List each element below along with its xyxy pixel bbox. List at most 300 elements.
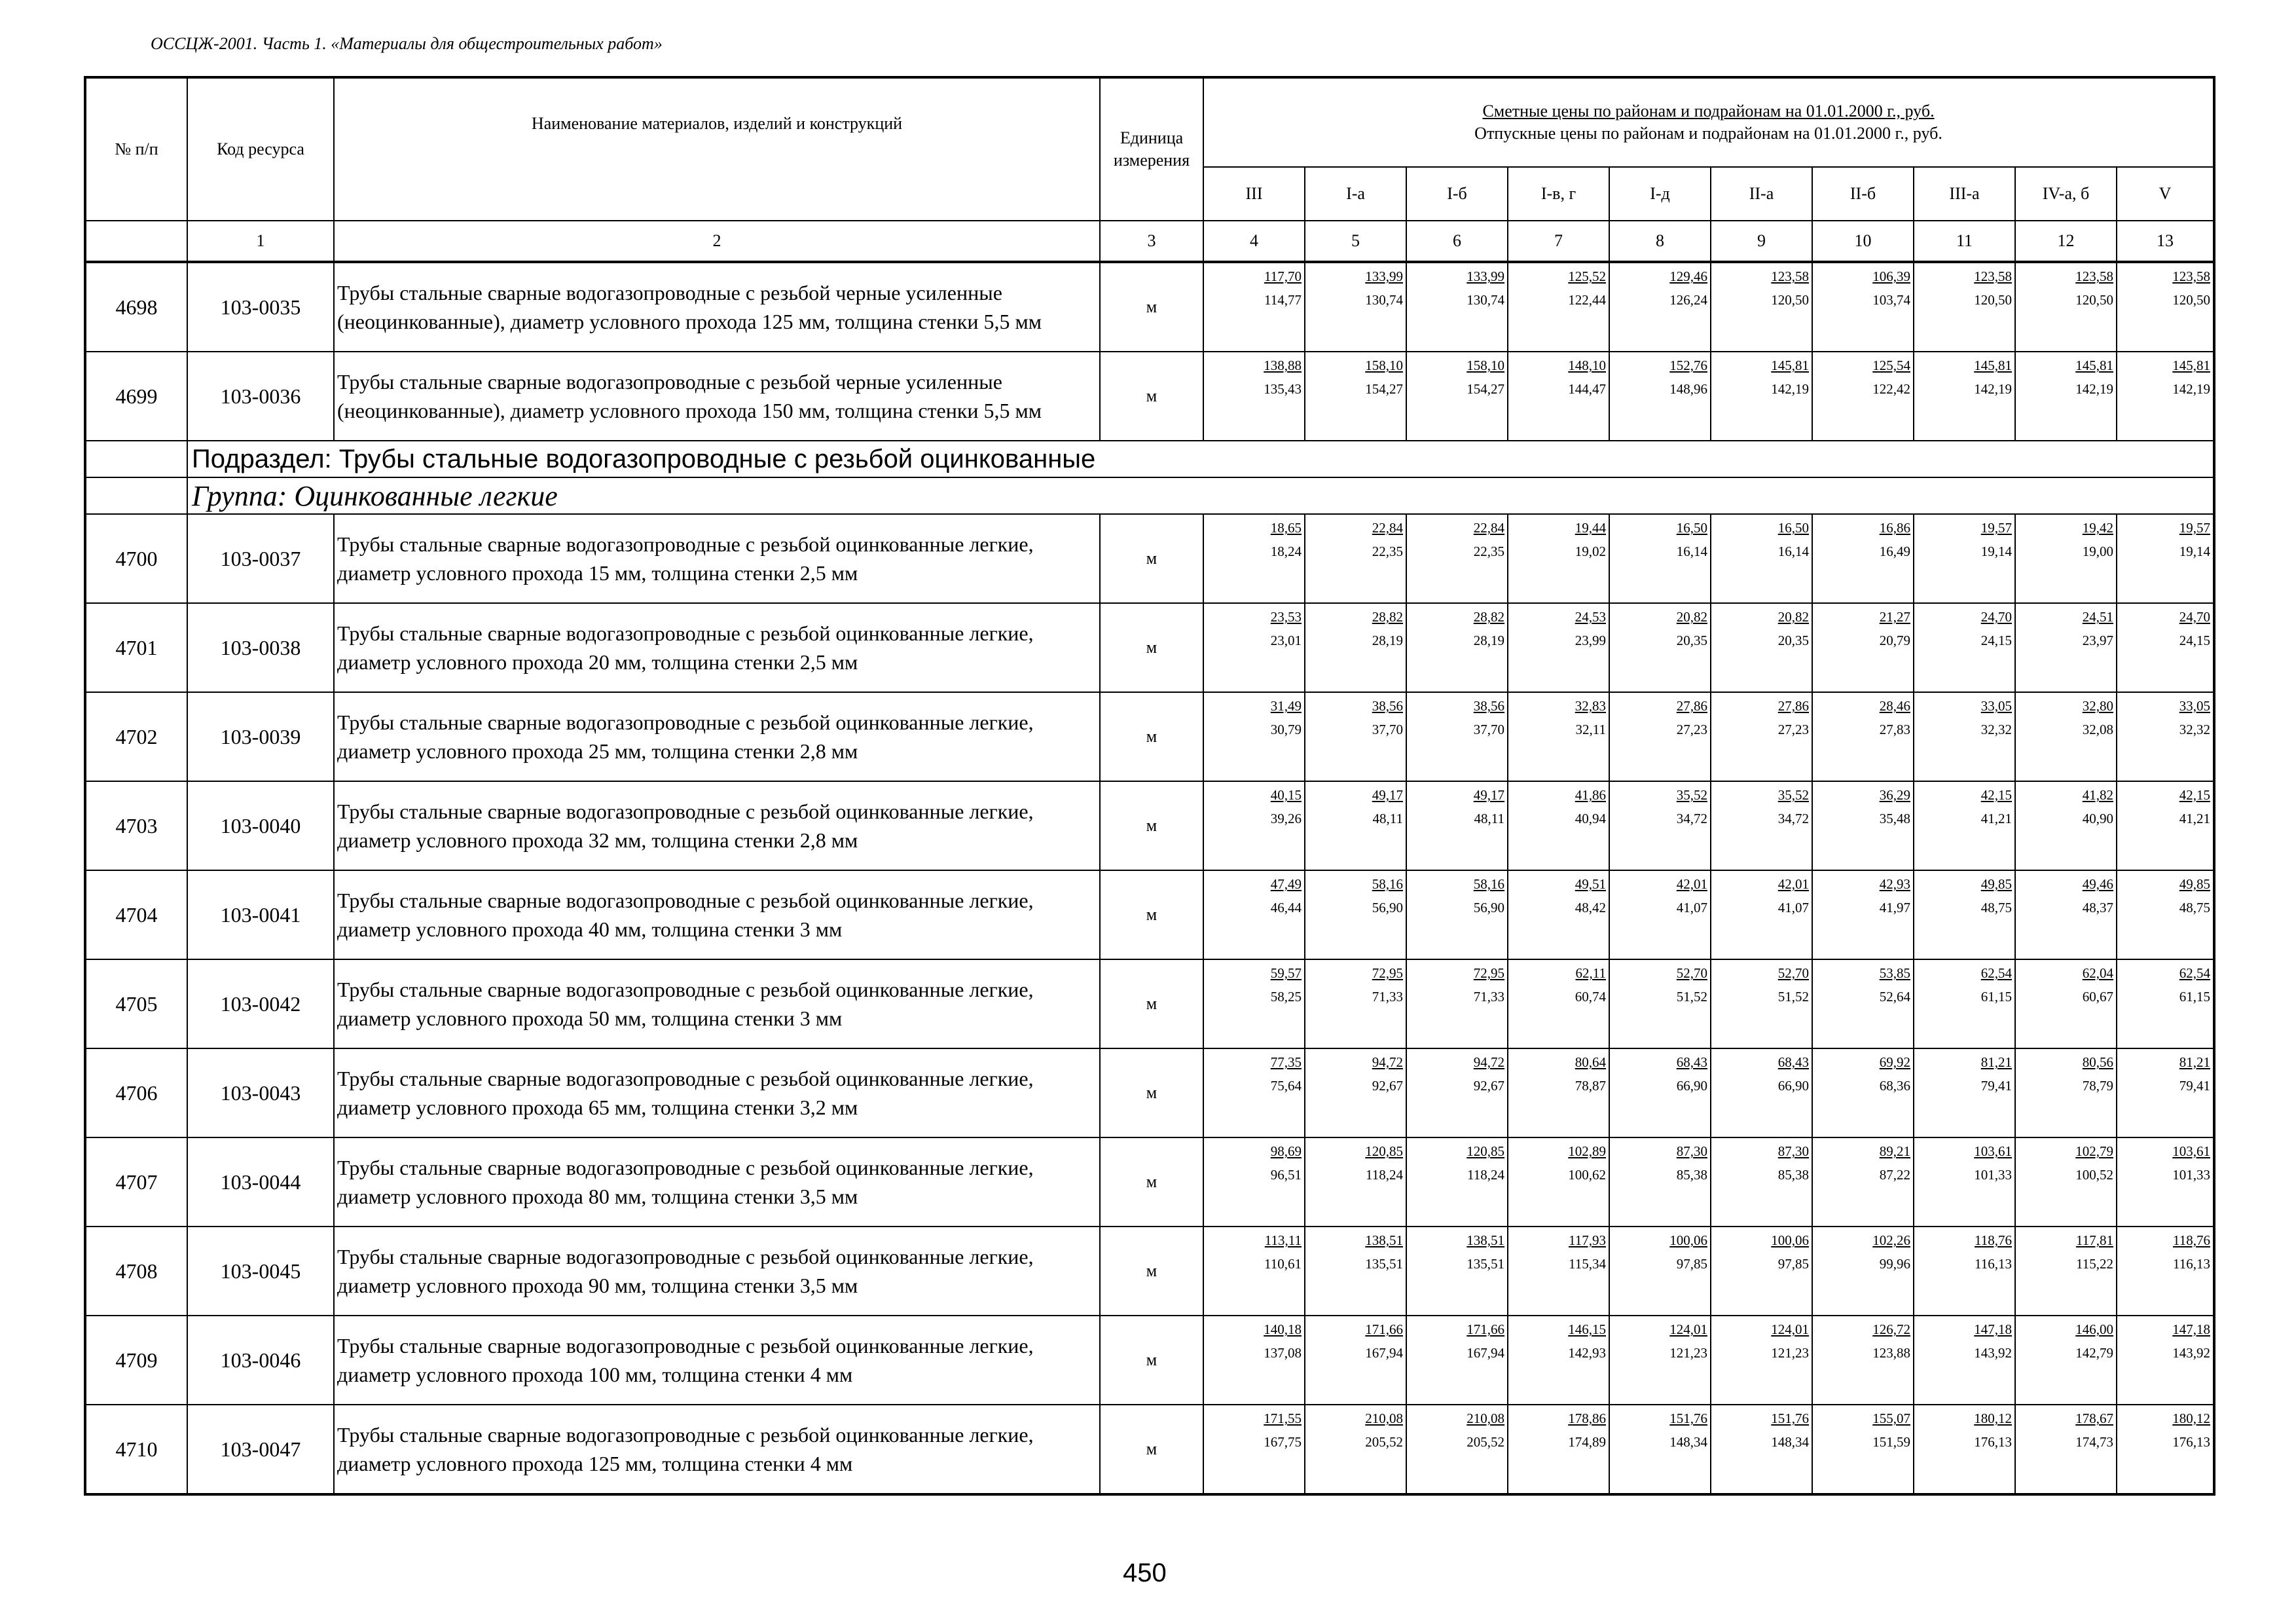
table-row bbox=[85, 1137, 2214, 1227]
unit: м bbox=[1100, 959, 1203, 1048]
estimate-price: 113,11 bbox=[1264, 1232, 1302, 1248]
release-price: 28,19 bbox=[1473, 633, 1504, 648]
price-cell bbox=[1305, 1405, 1406, 1494]
release-price: 16,14 bbox=[1676, 544, 1707, 559]
column-number: 13 bbox=[2117, 221, 2214, 262]
release-price: 41,21 bbox=[1980, 811, 2012, 826]
release-price: 101,33 bbox=[2172, 1167, 2211, 1183]
estimate-price: 27,86 bbox=[1777, 698, 1809, 714]
release-price: 118,24 bbox=[1467, 1167, 1504, 1183]
price-cell bbox=[2015, 1405, 2117, 1494]
price-cell bbox=[2117, 959, 2214, 1048]
price-cell bbox=[1305, 1048, 1406, 1137]
estimate-price: 147,18 bbox=[1974, 1321, 2012, 1337]
estimate-price: 138,88 bbox=[1264, 358, 1302, 373]
estimate-price: 123,58 bbox=[2172, 268, 2211, 284]
column-number: 12 bbox=[2015, 221, 2117, 262]
price-cell bbox=[2015, 514, 2117, 603]
price-cell bbox=[1914, 870, 2015, 959]
price-cell bbox=[1711, 781, 1812, 870]
estimate-price: 80,56 bbox=[2082, 1054, 2113, 1070]
price-cell bbox=[1305, 514, 1406, 603]
release-price: 27,23 bbox=[1676, 722, 1707, 737]
release-price: 51,52 bbox=[1676, 989, 1707, 1005]
release-price: 41,97 bbox=[1879, 900, 1910, 915]
price-cell bbox=[1305, 1227, 1406, 1316]
release-price: 151,59 bbox=[1872, 1434, 1910, 1450]
price-cell bbox=[1203, 262, 1305, 352]
release-price: 66,90 bbox=[1777, 1078, 1809, 1094]
release-price: 101,33 bbox=[1974, 1167, 2012, 1183]
estimate-price: 98,69 bbox=[1270, 1143, 1302, 1159]
estimate-price: 19,42 bbox=[2082, 520, 2113, 536]
release-price: 34,72 bbox=[1777, 811, 1809, 826]
column-number: 3 bbox=[1100, 221, 1203, 262]
column-number-row bbox=[85, 221, 2214, 262]
release-price: 48,75 bbox=[1980, 900, 2012, 915]
price-cell bbox=[1305, 1316, 1406, 1405]
release-price: 24,15 bbox=[2179, 633, 2211, 648]
price-cell bbox=[2015, 262, 2117, 352]
section-row bbox=[85, 441, 2214, 477]
price-cell bbox=[2015, 692, 2117, 781]
price-cell bbox=[1508, 1137, 1609, 1227]
price-cell bbox=[2117, 262, 2214, 352]
estimate-price: 33,05 bbox=[1980, 698, 2012, 714]
release-price: 19,14 bbox=[1980, 544, 2012, 559]
estimate-price: 180,12 bbox=[1974, 1411, 2012, 1426]
price-cell bbox=[1812, 262, 1914, 352]
estimate-price: 32,83 bbox=[1575, 698, 1606, 714]
price-cell bbox=[2015, 870, 2117, 959]
estimate-price: 32,80 bbox=[2082, 698, 2113, 714]
estimate-price: 124,01 bbox=[1771, 1321, 1809, 1337]
price-cell bbox=[1914, 692, 2015, 781]
release-price: 71,33 bbox=[1473, 989, 1504, 1005]
estimate-price: 123,58 bbox=[1974, 268, 2012, 284]
estimate-price: 49,51 bbox=[1575, 876, 1606, 892]
price-cell bbox=[1508, 1405, 1609, 1494]
material-name: Трубы стальные сварные водогазопроводные с резьбой оцинкованные легкие, диаметр условного прохода 125 мм, толщина стенки 4 мм bbox=[334, 1405, 1100, 1494]
row-number: 4706 bbox=[85, 1048, 187, 1137]
release-price: 167,94 bbox=[1365, 1345, 1403, 1361]
release-price: 71,33 bbox=[1372, 989, 1403, 1005]
unit: м bbox=[1100, 1227, 1203, 1316]
estimate-price: 35,52 bbox=[1676, 787, 1707, 803]
price-cell bbox=[1203, 1048, 1305, 1137]
estimate-price: 158,10 bbox=[1467, 358, 1504, 373]
price-cell bbox=[1406, 1405, 1508, 1494]
price-cell bbox=[1711, 870, 1812, 959]
column-number: 7 bbox=[1508, 221, 1609, 262]
price-cell bbox=[2015, 781, 2117, 870]
estimate-price: 146,15 bbox=[1568, 1321, 1606, 1337]
estimate-price: 171,66 bbox=[1467, 1321, 1504, 1337]
estimate-price: 42,01 bbox=[1676, 876, 1707, 892]
price-cell bbox=[1406, 603, 1508, 692]
price-cell bbox=[1609, 692, 1711, 781]
price-cell bbox=[2015, 1227, 2117, 1316]
estimate-price: 69,92 bbox=[1879, 1054, 1910, 1070]
estimate-price: 102,89 bbox=[1568, 1143, 1606, 1159]
estimate-price: 87,30 bbox=[1777, 1143, 1809, 1159]
price-cell bbox=[1812, 1048, 1914, 1137]
table-row bbox=[85, 1405, 2214, 1494]
price-cell bbox=[1406, 262, 1508, 352]
price-cell bbox=[1609, 352, 1711, 441]
release-price: 30,79 bbox=[1270, 722, 1302, 737]
estimate-price: 148,10 bbox=[1568, 358, 1606, 373]
estimate-price: 126,72 bbox=[1872, 1321, 1910, 1337]
price-cell bbox=[1406, 1227, 1508, 1316]
estimate-price: 123,58 bbox=[1771, 268, 1809, 284]
estimate-price: 118,76 bbox=[1975, 1232, 2012, 1248]
estimate-price: 138,51 bbox=[1365, 1232, 1403, 1248]
estimate-price: 87,30 bbox=[1676, 1143, 1707, 1159]
price-header-release: Отпускные цены по районам и подрайонам на 01.01.2000 г., руб. bbox=[1474, 123, 1942, 143]
price-cell bbox=[1711, 603, 1812, 692]
release-price: 148,34 bbox=[1669, 1434, 1707, 1450]
column-number: 8 bbox=[1609, 221, 1711, 262]
resource-code: 103-0046 bbox=[187, 1316, 334, 1405]
unit: м bbox=[1100, 692, 1203, 781]
release-price: 37,70 bbox=[1473, 722, 1504, 737]
release-price: 92,67 bbox=[1473, 1078, 1504, 1094]
release-price: 79,41 bbox=[2179, 1078, 2211, 1094]
estimate-price: 20,82 bbox=[1777, 609, 1809, 625]
release-price: 32,32 bbox=[2179, 722, 2211, 737]
table-body bbox=[85, 262, 2214, 1494]
release-price: 103,74 bbox=[1872, 292, 1910, 308]
price-cell bbox=[1609, 1137, 1711, 1227]
price-cell bbox=[2117, 514, 2214, 603]
price-cell bbox=[1406, 352, 1508, 441]
price-cell bbox=[1406, 870, 1508, 959]
release-price: 100,62 bbox=[1568, 1167, 1606, 1183]
price-cell bbox=[1406, 781, 1508, 870]
price-cell bbox=[2015, 603, 2117, 692]
estimate-price: 49,85 bbox=[1980, 876, 2012, 892]
release-price: 135,51 bbox=[1365, 1256, 1403, 1272]
release-price: 142,19 bbox=[2172, 381, 2211, 397]
price-cell bbox=[1609, 1405, 1711, 1494]
price-cell bbox=[1305, 870, 1406, 959]
price-cell bbox=[1914, 1405, 2015, 1494]
estimate-price: 28,46 bbox=[1879, 698, 1910, 714]
region-header: II-а bbox=[1711, 167, 1812, 221]
price-cell bbox=[1203, 352, 1305, 441]
table-row bbox=[85, 603, 2214, 692]
row-number: 4705 bbox=[85, 959, 187, 1048]
resource-code: 103-0040 bbox=[187, 781, 334, 870]
estimate-price: 41,82 bbox=[2082, 787, 2113, 803]
column-number: 11 bbox=[1914, 221, 2015, 262]
estimate-price: 62,54 bbox=[1980, 965, 2012, 981]
price-cell bbox=[1305, 1137, 1406, 1227]
release-price: 167,75 bbox=[1264, 1434, 1302, 1450]
estimate-price: 33,05 bbox=[2179, 698, 2211, 714]
estimate-price: 40,15 bbox=[1270, 787, 1302, 803]
price-cell bbox=[2117, 781, 2214, 870]
col-header-prices bbox=[1203, 77, 2214, 167]
material-name: Трубы стальные сварные водогазопроводные с резьбой оцинкованные легкие, диаметр условного прохода 50 мм, толщина стенки 3 мм bbox=[334, 959, 1100, 1048]
estimate-price: 145,81 bbox=[2172, 358, 2211, 373]
estimate-price: 68,43 bbox=[1777, 1054, 1809, 1070]
price-cell bbox=[2015, 1137, 2117, 1227]
estimate-price: 180,12 bbox=[2172, 1411, 2211, 1426]
resource-code: 103-0045 bbox=[187, 1227, 334, 1316]
estimate-price: 38,56 bbox=[1372, 698, 1403, 714]
material-name: Трубы стальные сварные водогазопроводные с резьбой оцинкованные легкие, диаметр условного прохода 15 мм, толщина стенки 2,5 мм bbox=[334, 514, 1100, 603]
estimate-price: 38,56 bbox=[1473, 698, 1504, 714]
price-cell bbox=[2015, 1316, 2117, 1405]
estimate-price: 19,57 bbox=[2179, 520, 2211, 536]
resource-code: 103-0043 bbox=[187, 1048, 334, 1137]
release-price: 135,43 bbox=[1264, 381, 1302, 397]
estimate-price: 49,46 bbox=[2082, 876, 2113, 892]
price-cell bbox=[2117, 1405, 2214, 1494]
release-price: 34,72 bbox=[1676, 811, 1707, 826]
release-price: 78,87 bbox=[1575, 1078, 1606, 1094]
price-cell bbox=[1406, 959, 1508, 1048]
estimate-price: 24,70 bbox=[2179, 609, 2211, 625]
price-cell bbox=[1609, 1227, 1711, 1316]
estimate-price: 19,44 bbox=[1575, 520, 1606, 536]
estimate-price: 22,84 bbox=[1372, 520, 1403, 536]
release-price: 61,15 bbox=[2179, 989, 2211, 1005]
estimate-price: 35,52 bbox=[1777, 787, 1809, 803]
price-cell bbox=[1914, 1137, 2015, 1227]
release-price: 154,27 bbox=[1365, 381, 1403, 397]
resource-code: 103-0042 bbox=[187, 959, 334, 1048]
release-price: 135,51 bbox=[1467, 1256, 1504, 1272]
price-cell bbox=[1203, 1227, 1305, 1316]
price-cell bbox=[1305, 262, 1406, 352]
price-cell bbox=[2117, 1227, 2214, 1316]
estimate-price: 16,50 bbox=[1777, 520, 1809, 536]
release-price: 20,35 bbox=[1676, 633, 1707, 648]
row-number: 4702 bbox=[85, 692, 187, 781]
price-cell bbox=[1406, 1137, 1508, 1227]
price-cell bbox=[1203, 870, 1305, 959]
estimate-price: 53,85 bbox=[1879, 965, 1910, 981]
release-price: 48,75 bbox=[2179, 900, 2211, 915]
estimate-price: 133,99 bbox=[1467, 268, 1504, 284]
price-cell bbox=[1711, 1227, 1812, 1316]
release-price: 167,94 bbox=[1467, 1345, 1504, 1361]
estimate-price: 140,18 bbox=[1264, 1321, 1302, 1337]
price-cell bbox=[1305, 959, 1406, 1048]
price-cell bbox=[1609, 603, 1711, 692]
region-header: V bbox=[2117, 167, 2214, 221]
estimate-price: 103,61 bbox=[1974, 1143, 2012, 1159]
estimate-price: 120,85 bbox=[1467, 1143, 1504, 1159]
release-price: 52,64 bbox=[1879, 989, 1910, 1005]
price-cell bbox=[1812, 781, 1914, 870]
price-cell bbox=[1203, 959, 1305, 1048]
release-price: 120,50 bbox=[1974, 292, 2012, 308]
release-price: 143,92 bbox=[2172, 1345, 2211, 1361]
estimate-price: 22,84 bbox=[1473, 520, 1504, 536]
price-cell bbox=[1508, 1048, 1609, 1137]
release-price: 143,92 bbox=[1974, 1345, 2012, 1361]
region-header: IV-а, б bbox=[2015, 167, 2117, 221]
release-price: 174,73 bbox=[2075, 1434, 2113, 1450]
release-price: 118,24 bbox=[1366, 1167, 1403, 1183]
release-price: 142,93 bbox=[1568, 1345, 1606, 1361]
release-price: 121,23 bbox=[1771, 1345, 1809, 1361]
group-title: Группа: Оцинкованные легкие bbox=[187, 477, 2214, 514]
release-price: 174,89 bbox=[1568, 1434, 1606, 1450]
estimate-price: 18,65 bbox=[1270, 520, 1302, 536]
estimate-price: 138,51 bbox=[1467, 1232, 1504, 1248]
resource-code: 103-0037 bbox=[187, 514, 334, 603]
price-cell bbox=[1609, 514, 1711, 603]
price-cell bbox=[2117, 1137, 2214, 1227]
estimate-price: 117,93 bbox=[1569, 1232, 1606, 1248]
row-number: 4700 bbox=[85, 514, 187, 603]
resource-code: 103-0035 bbox=[187, 262, 334, 352]
release-price: 154,27 bbox=[1467, 381, 1504, 397]
estimate-price: 125,52 bbox=[1568, 268, 1606, 284]
resource-code: 103-0047 bbox=[187, 1405, 334, 1494]
estimate-price: 81,21 bbox=[2179, 1054, 2211, 1070]
release-price: 23,01 bbox=[1270, 633, 1302, 648]
release-price: 51,52 bbox=[1777, 989, 1809, 1005]
material-name: Трубы стальные сварные водогазопроводные с резьбой оцинкованные легкие, диаметр условного прохода 25 мм, толщина стенки 2,8 мм bbox=[334, 692, 1100, 781]
price-cell bbox=[1812, 1227, 1914, 1316]
price-cell bbox=[2117, 1048, 2214, 1137]
col-header-name: Наименование материалов, изделий и конструкций bbox=[334, 77, 1100, 221]
unit: м bbox=[1100, 352, 1203, 441]
price-cell bbox=[1711, 1316, 1812, 1405]
material-name: Трубы стальные сварные водогазопроводные с резьбой оцинкованные легкие, диаметр условного прохода 100 мм, толщина стенки 4 мм bbox=[334, 1316, 1100, 1405]
price-cell bbox=[1406, 1048, 1508, 1137]
release-price: 58,25 bbox=[1270, 989, 1302, 1005]
release-price: 18,24 bbox=[1270, 544, 1302, 559]
group-empty-cell bbox=[85, 477, 187, 514]
unit: м bbox=[1100, 1137, 1203, 1227]
price-cell bbox=[1305, 603, 1406, 692]
release-price: 123,88 bbox=[1872, 1345, 1910, 1361]
price-cell bbox=[1609, 1048, 1711, 1137]
release-price: 48,11 bbox=[1372, 811, 1403, 826]
estimate-price: 155,07 bbox=[1872, 1411, 1910, 1426]
column-number: 5 bbox=[1305, 221, 1406, 262]
estimate-price: 16,86 bbox=[1879, 520, 1910, 536]
price-cell bbox=[1914, 352, 2015, 441]
estimate-price: 42,15 bbox=[1980, 787, 2012, 803]
estimate-price: 94,72 bbox=[1473, 1054, 1504, 1070]
release-price: 40,90 bbox=[2082, 811, 2113, 826]
price-cell bbox=[1508, 1316, 1609, 1405]
estimate-price: 24,51 bbox=[2082, 609, 2113, 625]
estimate-price: 62,54 bbox=[2179, 965, 2211, 981]
price-cell bbox=[1203, 692, 1305, 781]
price-cell bbox=[1406, 692, 1508, 781]
estimate-price: 28,82 bbox=[1372, 609, 1403, 625]
price-cell bbox=[1914, 1227, 2015, 1316]
release-price: 120,50 bbox=[1771, 292, 1809, 308]
estimate-price: 210,08 bbox=[1467, 1411, 1504, 1426]
release-price: 41,07 bbox=[1676, 900, 1707, 915]
region-header: I-а bbox=[1305, 167, 1406, 221]
release-price: 56,90 bbox=[1473, 900, 1504, 915]
release-price: 142,79 bbox=[2075, 1345, 2113, 1361]
release-price: 20,35 bbox=[1777, 633, 1809, 648]
estimate-price: 24,70 bbox=[1980, 609, 2012, 625]
column-number: 10 bbox=[1812, 221, 1914, 262]
estimate-price: 158,10 bbox=[1365, 358, 1403, 373]
price-cell bbox=[1812, 514, 1914, 603]
release-price: 142,19 bbox=[1974, 381, 2012, 397]
price-cell bbox=[1203, 514, 1305, 603]
price-cell bbox=[1812, 1316, 1914, 1405]
document-header: ОССЦЖ-2001. Часть 1. «Материалы для общестроительных работ» bbox=[151, 34, 663, 53]
table-row bbox=[85, 692, 2214, 781]
release-price: 19,00 bbox=[2082, 544, 2113, 559]
release-price: 32,32 bbox=[1980, 722, 2012, 737]
row-number: 4708 bbox=[85, 1227, 187, 1316]
price-cell bbox=[1609, 262, 1711, 352]
release-price: 142,19 bbox=[2075, 381, 2113, 397]
release-price: 148,96 bbox=[1669, 381, 1707, 397]
material-name: Трубы стальные сварные водогазопроводные с резьбой оцинкованные легкие, диаметр условного прохода 80 мм, толщина стенки 3,5 мм bbox=[334, 1137, 1100, 1227]
price-cell bbox=[2117, 352, 2214, 441]
unit: м bbox=[1100, 1316, 1203, 1405]
release-price: 85,38 bbox=[1676, 1167, 1707, 1183]
estimate-price: 16,50 bbox=[1676, 520, 1707, 536]
release-price: 110,61 bbox=[1264, 1256, 1302, 1272]
price-cell bbox=[1508, 514, 1609, 603]
release-price: 130,74 bbox=[1365, 292, 1403, 308]
table-row bbox=[85, 870, 2214, 959]
price-cell bbox=[1203, 1405, 1305, 1494]
release-price: 28,19 bbox=[1372, 633, 1403, 648]
estimate-price: 145,81 bbox=[1771, 358, 1809, 373]
release-price: 41,07 bbox=[1777, 900, 1809, 915]
estimate-price: 133,99 bbox=[1365, 268, 1403, 284]
row-number: 4704 bbox=[85, 870, 187, 959]
estimate-price: 49,17 bbox=[1372, 787, 1403, 803]
estimate-price: 151,76 bbox=[1771, 1411, 1809, 1426]
row-number: 4707 bbox=[85, 1137, 187, 1227]
column-number: 4 bbox=[1203, 221, 1305, 262]
release-price: 120,50 bbox=[2172, 292, 2211, 308]
release-price: 61,15 bbox=[1980, 989, 2012, 1005]
price-cell bbox=[1812, 959, 1914, 1048]
estimate-price: 100,06 bbox=[1669, 1232, 1707, 1248]
release-price: 116,13 bbox=[1975, 1256, 2012, 1272]
estimate-price: 151,76 bbox=[1669, 1411, 1707, 1426]
estimate-price: 123,58 bbox=[2075, 268, 2113, 284]
price-cell bbox=[2117, 692, 2214, 781]
release-price: 60,67 bbox=[2082, 989, 2113, 1005]
unit: м bbox=[1100, 603, 1203, 692]
release-price: 126,24 bbox=[1669, 292, 1707, 308]
release-price: 48,37 bbox=[2082, 900, 2113, 915]
estimate-price: 24,53 bbox=[1575, 609, 1606, 625]
row-number: 4701 bbox=[85, 603, 187, 692]
table-row bbox=[85, 262, 2214, 352]
estimate-price: 171,66 bbox=[1365, 1321, 1403, 1337]
price-cell bbox=[1812, 352, 1914, 441]
release-price: 60,74 bbox=[1575, 989, 1606, 1005]
price-cell bbox=[1609, 870, 1711, 959]
price-cell bbox=[1812, 692, 1914, 781]
release-price: 205,52 bbox=[1467, 1434, 1504, 1450]
release-price: 121,23 bbox=[1669, 1345, 1707, 1361]
